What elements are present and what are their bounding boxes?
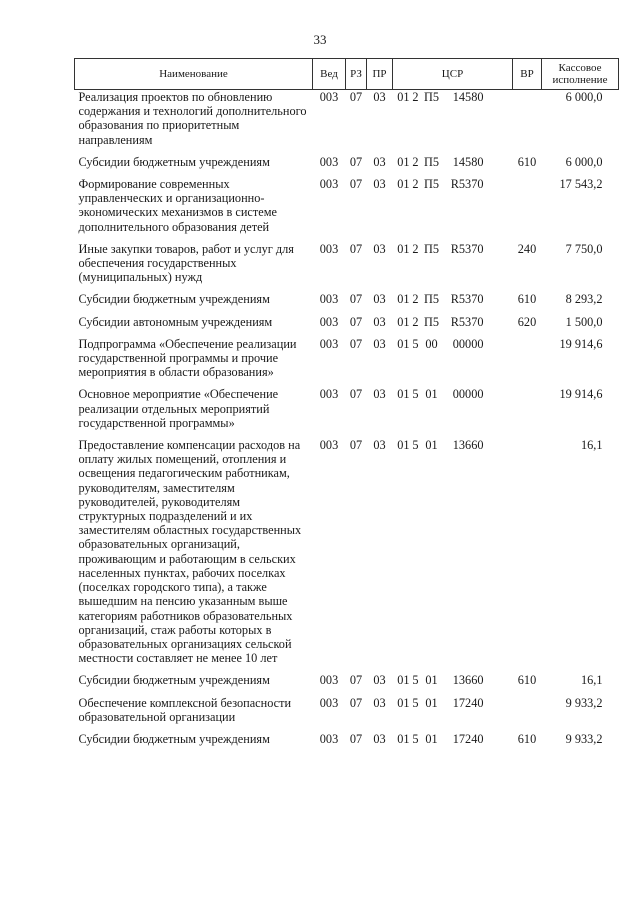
row-vr bbox=[513, 387, 542, 438]
row-sum: 8 293,2 bbox=[565, 292, 603, 307]
row-name: Формирование современных управленческих и организационно-экономических механизмов в системе дополнительного образования детей bbox=[78, 177, 277, 234]
row-name: Субсидии бюджетным учреждениям bbox=[78, 673, 270, 688]
col-header-name: Наименование bbox=[75, 59, 313, 90]
row-ved: 003 bbox=[319, 314, 339, 329]
row-vr: 620 bbox=[517, 314, 537, 329]
budget-table bbox=[74, 58, 619, 754]
row-rz: 07 bbox=[349, 673, 363, 688]
row-sum: 16,1 bbox=[580, 673, 603, 688]
row-csr-part: 2 bbox=[412, 177, 419, 192]
row-csr-part: 14580 bbox=[452, 154, 484, 169]
row-csr-part: 17240 bbox=[452, 731, 484, 746]
row-pr: 03 bbox=[373, 90, 386, 104]
row-vr bbox=[513, 90, 542, 155]
row-csr bbox=[393, 155, 513, 177]
row-pr: 03 bbox=[373, 177, 386, 192]
row-csr-part: 13660 bbox=[452, 673, 484, 688]
row-ved: 003 bbox=[319, 241, 339, 256]
row-ved: 003 bbox=[319, 673, 339, 688]
row-rz: 07 bbox=[349, 292, 363, 307]
row-name: Обеспечение комплексной безопасности образовательной организации bbox=[78, 695, 292, 724]
table-row bbox=[75, 732, 619, 754]
row-sum: 17 543,2 bbox=[559, 177, 603, 192]
table-row bbox=[75, 387, 619, 438]
row-name: Подпрограмма «Обеспечение реализации государственной программы и прочие мероприятия в области образования» bbox=[78, 336, 297, 380]
row-pr: 03 bbox=[373, 731, 386, 746]
table-row bbox=[75, 242, 619, 293]
row-csr bbox=[393, 438, 513, 673]
row-name: Предоставление компенсации расходов на оплату жилых помещений, отопления и освещения педагогическим работникам, руководителям, заместителям руководителей, руководителям структурных подразделений и их заместителям областных государственных образовательных организаций, проживающим и работающим в сельских населенных пунктах, рабочих поселках (поселках городского типа), а также вышедшим на пенсию указанным выше категориям работников образовательных организаций, стаж работы которых в образовательных организациях сельской местности составляет не менее 10 лет bbox=[78, 438, 302, 666]
row-csr-part: 01 bbox=[397, 673, 410, 688]
row-csr-part: 5 bbox=[412, 336, 419, 351]
row-pr: 03 bbox=[373, 438, 386, 453]
row-csr-part: R5370 bbox=[450, 241, 484, 256]
row-csr-part: П5 bbox=[423, 314, 440, 329]
row-csr bbox=[393, 242, 513, 293]
row-csr-part: 01 bbox=[397, 177, 410, 192]
row-csr bbox=[393, 387, 513, 438]
row-csr-part: П5 bbox=[423, 90, 440, 104]
row-csr-part: 14580 bbox=[452, 90, 484, 104]
row-csr-part: 5 bbox=[412, 438, 419, 453]
row-csr-part: П5 bbox=[423, 177, 440, 192]
row-pr: 03 bbox=[373, 387, 386, 402]
row-csr-part: 5 bbox=[412, 695, 419, 710]
table-row bbox=[75, 438, 619, 673]
col-header-rz: РЗ bbox=[346, 59, 367, 90]
row-rz: 07 bbox=[349, 314, 363, 329]
row-pr: 03 bbox=[373, 314, 386, 329]
row-csr-part: П5 bbox=[423, 154, 440, 169]
row-csr bbox=[393, 696, 513, 732]
row-sum: 19 914,6 bbox=[559, 336, 603, 351]
row-sum: 6 000,0 bbox=[565, 154, 603, 169]
row-csr bbox=[393, 315, 513, 337]
row-ved: 003 bbox=[319, 90, 339, 104]
row-csr-part: 01 bbox=[397, 438, 410, 453]
row-ved: 003 bbox=[319, 292, 339, 307]
table-row bbox=[75, 155, 619, 177]
row-csr-part: 01 bbox=[425, 387, 438, 402]
row-vr bbox=[513, 696, 542, 732]
row-ved: 003 bbox=[319, 731, 339, 746]
row-ved: 003 bbox=[319, 154, 339, 169]
row-csr-part: 5 bbox=[412, 387, 419, 402]
row-rz: 07 bbox=[349, 177, 363, 192]
row-pr: 03 bbox=[373, 292, 386, 307]
page-number: 33 bbox=[313, 32, 327, 47]
row-csr-part: 00000 bbox=[452, 387, 484, 402]
row-ved: 003 bbox=[319, 177, 339, 192]
row-csr-part: 01 bbox=[397, 336, 410, 351]
row-vr: 240 bbox=[517, 241, 537, 256]
row-csr bbox=[393, 292, 513, 314]
row-csr-part: 01 bbox=[397, 314, 410, 329]
row-name: Основное мероприятие «Обеспечение реализации отдельных мероприятий государственной программы» bbox=[78, 387, 279, 430]
row-pr: 03 bbox=[373, 695, 386, 710]
row-sum: 16,1 bbox=[580, 438, 603, 453]
table-row bbox=[75, 177, 619, 242]
row-csr-part: 01 bbox=[397, 387, 410, 402]
row-vr: 610 bbox=[517, 673, 537, 688]
table-row bbox=[75, 337, 619, 388]
row-csr-part: 2 bbox=[412, 314, 419, 329]
row-csr-part: 00000 bbox=[452, 336, 484, 351]
row-rz: 07 bbox=[349, 387, 363, 402]
row-vr bbox=[513, 177, 542, 242]
row-csr-part: 2 bbox=[412, 90, 419, 104]
row-csr-part: П5 bbox=[423, 292, 440, 307]
row-rz: 07 bbox=[349, 438, 363, 453]
row-pr: 03 bbox=[373, 673, 386, 688]
table-row bbox=[75, 673, 619, 695]
row-csr-part: 01 bbox=[397, 731, 410, 746]
row-csr bbox=[393, 732, 513, 754]
row-csr-part: 01 bbox=[397, 241, 410, 256]
col-header-vr: ВР bbox=[513, 59, 542, 90]
table-row bbox=[75, 292, 619, 314]
row-csr bbox=[393, 90, 513, 155]
row-csr-part: R5370 bbox=[450, 314, 484, 329]
row-csr bbox=[393, 177, 513, 242]
row-sum: 6 000,0 bbox=[565, 90, 603, 104]
row-csr-part: 01 bbox=[397, 695, 410, 710]
row-csr-part: 2 bbox=[412, 292, 419, 307]
row-rz: 07 bbox=[349, 90, 363, 104]
row-ved: 003 bbox=[319, 387, 339, 402]
row-pr: 03 bbox=[373, 241, 386, 256]
row-vr: 610 bbox=[517, 731, 537, 746]
row-ved: 003 bbox=[319, 695, 339, 710]
row-name: Субсидии бюджетным учреждениям bbox=[78, 292, 270, 307]
row-ved: 003 bbox=[319, 336, 339, 351]
row-sum: 1 500,0 bbox=[565, 314, 603, 329]
row-csr bbox=[393, 673, 513, 695]
table-row bbox=[75, 90, 619, 155]
table-row bbox=[75, 315, 619, 337]
row-csr-part: 01 bbox=[425, 673, 438, 688]
row-rz: 07 bbox=[349, 731, 363, 746]
row-rz: 07 bbox=[349, 154, 363, 169]
col-header-ved: Вед bbox=[313, 59, 346, 90]
row-rz: 07 bbox=[349, 241, 363, 256]
row-csr-part: 01 bbox=[425, 695, 438, 710]
row-vr bbox=[513, 337, 542, 388]
row-name: Реализация проектов по обновлению содержания и технологий дополнительного образования по приоритетным направлениям bbox=[78, 90, 307, 147]
row-csr-part: 01 bbox=[397, 154, 410, 169]
row-sum: 9 933,2 bbox=[565, 695, 603, 710]
row-sum: 9 933,2 bbox=[565, 731, 603, 746]
row-csr-part: 5 bbox=[412, 673, 419, 688]
row-name: Субсидии бюджетным учреждениям bbox=[78, 154, 270, 169]
row-csr-part: 01 bbox=[425, 731, 438, 746]
col-header-sum: Кассовое исполнение bbox=[542, 59, 619, 90]
row-csr-part: 00 bbox=[425, 336, 438, 351]
row-pr: 03 bbox=[373, 336, 386, 351]
row-csr-part: 13660 bbox=[452, 438, 484, 453]
row-name: Субсидии автономным учреждениям bbox=[78, 314, 273, 329]
col-header-csr: ЦСР bbox=[393, 59, 513, 90]
row-sum: 7 750,0 bbox=[565, 241, 603, 256]
row-rz: 07 bbox=[349, 695, 363, 710]
table-body bbox=[75, 90, 619, 755]
row-vr: 610 bbox=[517, 292, 537, 307]
row-csr-part: 01 bbox=[425, 438, 438, 453]
row-csr-part: 01 bbox=[397, 292, 410, 307]
row-csr-part: 5 bbox=[412, 731, 419, 746]
row-rz: 07 bbox=[349, 336, 363, 351]
row-sum: 19 914,6 bbox=[559, 387, 603, 402]
table-header-row bbox=[75, 59, 619, 90]
row-csr bbox=[393, 337, 513, 388]
row-csr-part: 01 bbox=[397, 90, 410, 104]
row-csr-part: П5 bbox=[423, 241, 440, 256]
row-csr-part: 2 bbox=[412, 241, 419, 256]
row-vr: 610 bbox=[517, 154, 537, 169]
row-pr: 03 bbox=[373, 154, 386, 169]
row-name: Иные закупки товаров, работ и услуг для обеспечения государственных (муниципальных) нужд bbox=[78, 241, 294, 285]
row-csr-part: R5370 bbox=[450, 177, 484, 192]
row-ved: 003 bbox=[319, 438, 339, 453]
row-csr-part: 2 bbox=[412, 154, 419, 169]
row-csr-part: 17240 bbox=[452, 695, 484, 710]
row-vr bbox=[513, 438, 542, 673]
row-name: Субсидии бюджетным учреждениям bbox=[78, 731, 270, 746]
col-header-pr: ПР bbox=[367, 59, 393, 90]
table-row bbox=[75, 696, 619, 732]
row-csr-part: R5370 bbox=[450, 292, 484, 307]
